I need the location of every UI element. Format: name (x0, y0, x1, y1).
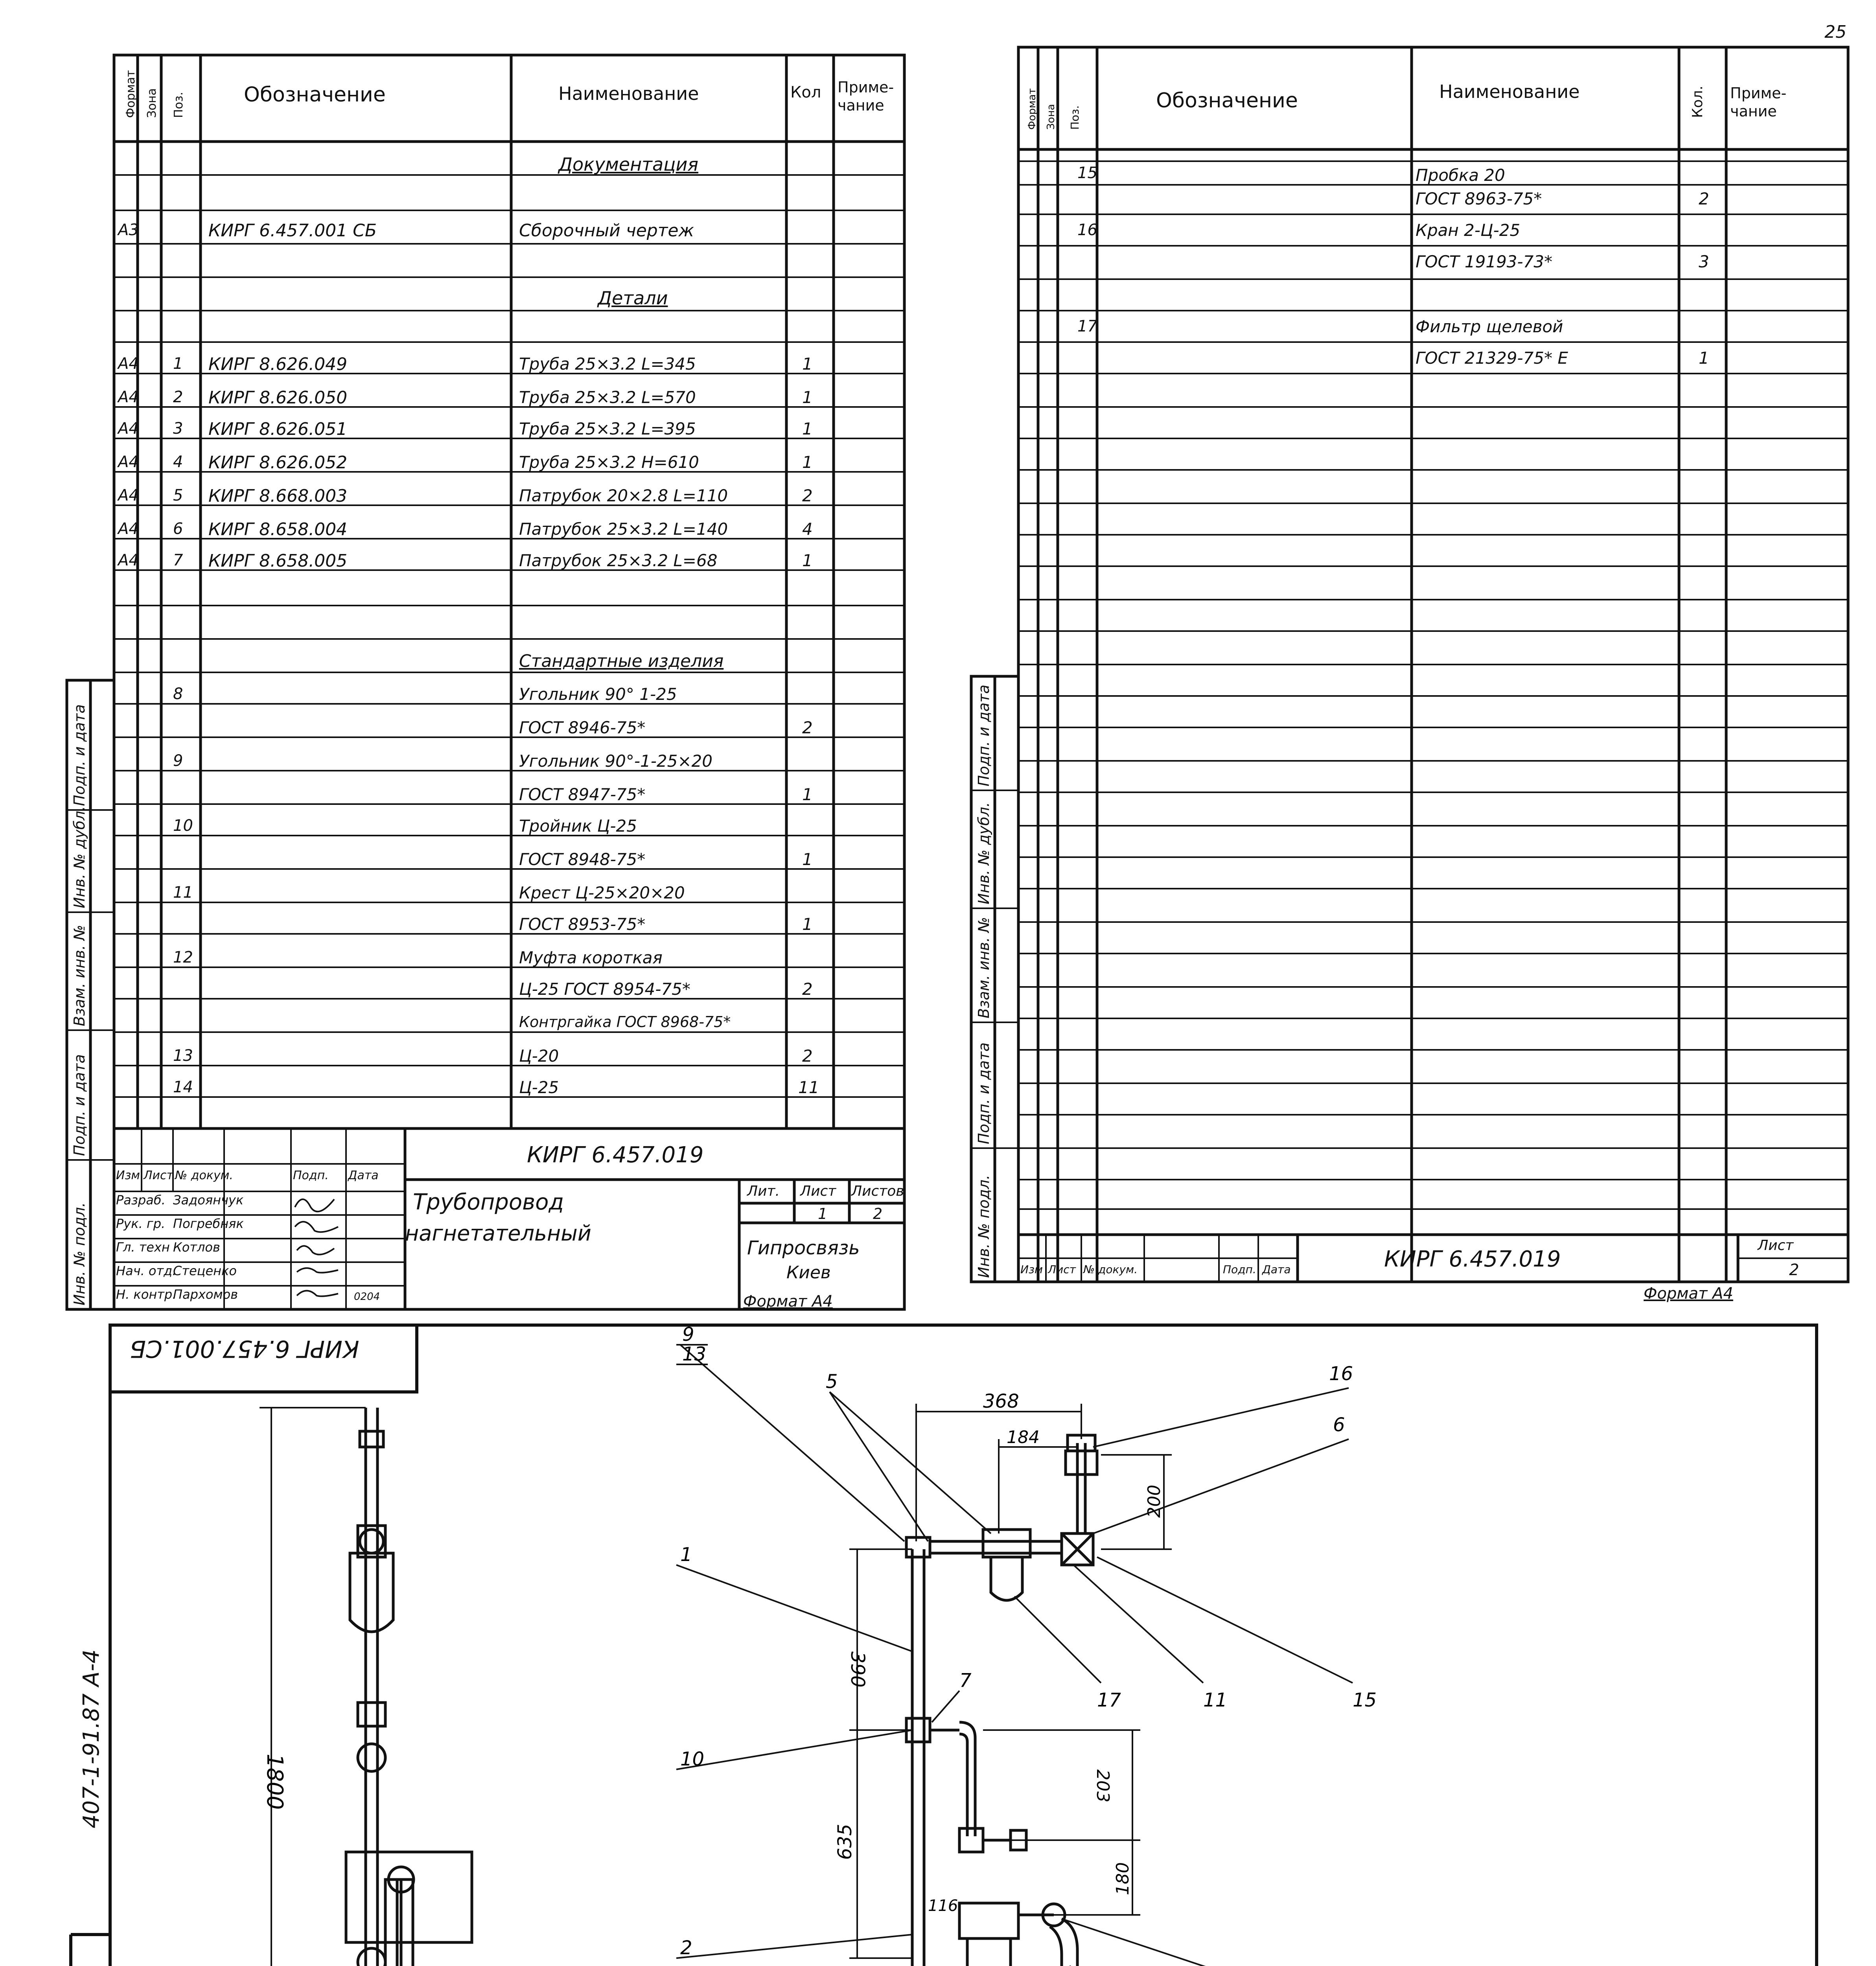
row-pos: 10 (173, 817, 193, 835)
tb-izm: Изм (1020, 1263, 1043, 1276)
row-name: Фильтр щелевой (1416, 317, 1563, 336)
stamp-code: КИРГ 6.457.001.СБ (130, 1335, 359, 1362)
row-qty: 2 (1699, 189, 1709, 208)
row-designation: КИРГ 8.658.005 (208, 551, 348, 571)
row-qty: 4 (802, 519, 813, 539)
dim-368: 368 (983, 1390, 1019, 1412)
row-name: Тройник Ц-25 (519, 816, 637, 836)
row-pos: 2 (173, 388, 183, 406)
side-label-dup-inv: Инв. № дубл. (975, 802, 992, 904)
row-qty: 11 (798, 1078, 819, 1097)
row-pos: 11 (173, 884, 193, 902)
row-format: А3 (118, 221, 139, 239)
tb-sign: Подп. (293, 1169, 329, 1182)
row-name: Контргайка ГОСТ 8968-75* (519, 1013, 731, 1031)
row-pos: 13 (173, 1047, 193, 1065)
tb-date: Дата (348, 1169, 379, 1182)
name-norm-control: Пархомов (173, 1287, 238, 1302)
row-name: Угольник 90° 1-25 (519, 685, 677, 704)
col-note-header: Приме-чание (1730, 85, 1787, 120)
callout-6: 6 (1333, 1414, 1345, 1436)
callout-7: 7 (959, 1670, 972, 1692)
dim-total-height: 1800 (262, 1754, 287, 1810)
role-group-lead: Рук. гр. (116, 1216, 166, 1231)
callout-11: 11 (1203, 1689, 1228, 1711)
tb-list: Лист (144, 1169, 174, 1182)
row-format: А4 (118, 420, 139, 438)
tb-list: Лист (1048, 1263, 1076, 1276)
col-name-header: Наименование (1439, 81, 1580, 102)
row-qty: 1 (802, 850, 813, 869)
callout-16: 16 (1329, 1363, 1353, 1385)
row-pos: 3 (173, 420, 183, 438)
col-qty-header: Кол. (1690, 85, 1706, 118)
dim-390: 390 (847, 1651, 869, 1688)
col-name-header: Наименование (558, 83, 699, 104)
sheets-total: 2 (873, 1205, 883, 1222)
row-name: ГОСТ 8963-75* (1416, 189, 1542, 208)
role-developer: Разраб. (116, 1193, 166, 1208)
sheets-label: Листов (851, 1183, 904, 1199)
row-qty: 2 (802, 979, 813, 999)
row-qty: 1 (802, 388, 813, 407)
col-note-header: Приме-чание (838, 79, 894, 114)
name-developer: Задоянчук (173, 1193, 244, 1208)
row-qty: 3 (1699, 252, 1709, 271)
tb-doc-number: № докум. (1083, 1263, 1138, 1276)
callout-15: 15 (1353, 1689, 1377, 1711)
row-designation: КИРГ 8.626.050 (208, 388, 348, 408)
assembly-drawing (0, 1298, 1876, 1966)
col-designation-header: Обозначение (244, 83, 386, 107)
row-name: ГОСТ 8948-75* (519, 850, 646, 869)
side-label-sign-date: Подп. и дата (975, 685, 992, 786)
side-label-orig-inv: Инв. № подл. (975, 1174, 992, 1278)
role-chief-tech: Гл. техн (116, 1240, 170, 1255)
row-qty: 1 (802, 915, 813, 934)
side-label-replace-inv: Взам. инв. № (71, 924, 88, 1026)
row-name: Кран 2-Ц-25 (1416, 221, 1521, 240)
row-format: А4 (118, 453, 139, 471)
row-designation: КИРГ 8.626.049 (208, 354, 348, 374)
row-pos: 17 (1077, 317, 1097, 335)
row-format: А4 (118, 388, 139, 406)
row-qty: 1 (802, 453, 813, 472)
tb-sign: Подп. (1223, 1263, 1256, 1276)
row-pos: 1 (173, 355, 183, 373)
row-name: Труба 25×3.2 L=395 (519, 419, 696, 438)
row-name: ГОСТ 21329-75* Е (1416, 348, 1568, 368)
title-line-1: Трубопровод (413, 1189, 564, 1215)
row-name: ГОСТ 19193-73* (1416, 252, 1552, 271)
col-zone-header: Зона (145, 88, 159, 118)
title-code: КИРГ 6.457.019 (527, 1142, 704, 1168)
row-format: А4 (118, 551, 139, 569)
col-pos-header: Поз. (1068, 105, 1081, 130)
dim-180: 180 (1113, 1862, 1133, 1895)
row-designation: КИРГ 6.457.001 СБ (208, 221, 377, 241)
role-dept-head: Нач. отд. (116, 1263, 177, 1278)
row-designation: КИРГ 8.626.052 (208, 453, 348, 473)
row-designation: КИРГ 8.668.003 (208, 486, 348, 506)
row-designation: КИРГ 8.658.004 (208, 519, 348, 539)
row-qty: 1 (802, 354, 813, 374)
callout-9: 9 (682, 1324, 694, 1346)
row-name: Патрубок 25×3.2 L=68 (519, 551, 718, 570)
row-pos: 7 (173, 551, 183, 569)
side-label-replace-inv: Взам. инв. № (975, 917, 992, 1018)
row-name: Патрубок 25×3.2 L=140 (519, 519, 728, 539)
section-std-title: Стандартные изделия (519, 651, 724, 671)
row-pos: 8 (173, 685, 183, 703)
row-pos: 9 (173, 752, 183, 770)
row-name: Труба 25×3.2 L=345 (519, 354, 696, 374)
row-name: Ц-25 ГОСТ 8954-75* (519, 979, 690, 999)
row-qty: 1 (802, 785, 813, 804)
dim-203: 203 (1093, 1769, 1113, 1802)
name-group-lead: Погребняк (173, 1216, 244, 1231)
row-pos: 5 (173, 486, 183, 504)
sheet-number: 1 (818, 1205, 828, 1222)
side-label-dup-inv: Инв. № дубл. (71, 806, 88, 908)
sheet-number: 2 (1789, 1261, 1799, 1279)
row-pos: 6 (173, 520, 183, 538)
side-label-sign-date-2: Подп. и дата (71, 1054, 88, 1156)
callout-1: 1 (680, 1544, 692, 1566)
row-designation: КИРГ 8.626.051 (208, 419, 348, 439)
tb-date-value: 0204 (354, 1291, 380, 1303)
row-qty: 2 (802, 718, 813, 737)
row-pos: 12 (173, 948, 193, 966)
format-label: Формат А4 (1644, 1285, 1733, 1303)
row-qty: 2 (802, 486, 813, 505)
row-name: ГОСТ 8953-75* (519, 915, 646, 934)
sheet-label: Лист (1758, 1237, 1794, 1254)
dim-116: 116 (928, 1897, 958, 1915)
section-parts-title: Детали (598, 287, 668, 309)
row-qty: 1 (802, 419, 813, 438)
row-name: Сборочный чертеж (519, 221, 694, 241)
row-name: Труба 25×3.2 L=570 (519, 388, 696, 407)
row-name: Ц-20 (519, 1046, 559, 1066)
format-label: Формат А4 (743, 1292, 833, 1311)
row-format: А4 (118, 486, 139, 504)
row-pos: 14 (173, 1078, 193, 1096)
callout-2: 2 (680, 1937, 692, 1959)
row-name: Труба 25×3.2 Н=610 (519, 453, 699, 472)
sheet-label: Лист (800, 1183, 836, 1199)
col-zone-header: Зона (1045, 104, 1057, 130)
row-qty: 1 (1699, 348, 1709, 368)
role-norm-control: Н. контр. (116, 1287, 177, 1302)
row-format: А4 (118, 520, 139, 538)
side-label-sign-date: Подп. и дата (71, 704, 88, 806)
side-label-sign-date-2: Подп. и дата (975, 1042, 992, 1144)
name-dept-head: Стеценко (173, 1263, 237, 1278)
side-label-orig-inv: Инв. № подл. (71, 1202, 88, 1305)
col-qty-header: Кол (790, 83, 821, 101)
callout-5: 5 (826, 1371, 838, 1393)
row-format: А4 (118, 355, 139, 373)
section-docs-title: Документация (558, 154, 699, 175)
row-name: ГОСТ 8947-75* (519, 785, 646, 804)
row-name: Крест Ц-25×20×20 (519, 883, 685, 902)
dim-200: 200 (1144, 1485, 1164, 1518)
side-view (346, 1408, 472, 1966)
row-name: Ц-25 (519, 1078, 559, 1097)
title-line-2: нагнетательный (405, 1221, 591, 1246)
row-pos: 16 (1077, 221, 1097, 239)
callout-17: 17 (1097, 1689, 1121, 1711)
col-format-header: Формат (124, 70, 138, 118)
page-number: 25 (1824, 22, 1847, 42)
col-format-header: Формат (1026, 88, 1038, 130)
tb-izm: Изм (116, 1169, 140, 1182)
row-name: Угольник 90°-1-25×20 (519, 751, 712, 771)
organization-city: Киев (786, 1263, 831, 1283)
album-code: 407-1-91.87 А-4 (79, 1649, 104, 1828)
dim-635: 635 (834, 1824, 856, 1860)
lit-label: Лит. (747, 1183, 780, 1199)
callout-13: 13 (682, 1343, 707, 1365)
row-name: ГОСТ 8946-75* (519, 718, 646, 737)
name-chief-tech: Котлов (173, 1240, 220, 1255)
organization: Гипросвязь (747, 1237, 860, 1259)
row-pos: 4 (173, 453, 183, 471)
col-designation-header: Обозначение (1156, 89, 1298, 112)
row-qty: 1 (802, 551, 813, 570)
front-view (873, 1435, 1097, 1966)
tb-date: Дата (1262, 1263, 1291, 1276)
row-qty: 2 (802, 1046, 813, 1066)
row-name: Пробка 20 (1416, 166, 1505, 185)
row-pos: 15 (1077, 164, 1097, 182)
row-name: Муфта короткая (519, 948, 663, 967)
row-name: Патрубок 20×2.8 L=110 (519, 486, 728, 505)
col-pos-header: Поз. (172, 92, 186, 118)
dim-184: 184 (1007, 1427, 1040, 1447)
tb-doc-number: № докум. (175, 1169, 233, 1182)
callout-10: 10 (680, 1748, 705, 1770)
title-code: КИРГ 6.457.019 (1384, 1246, 1561, 1272)
